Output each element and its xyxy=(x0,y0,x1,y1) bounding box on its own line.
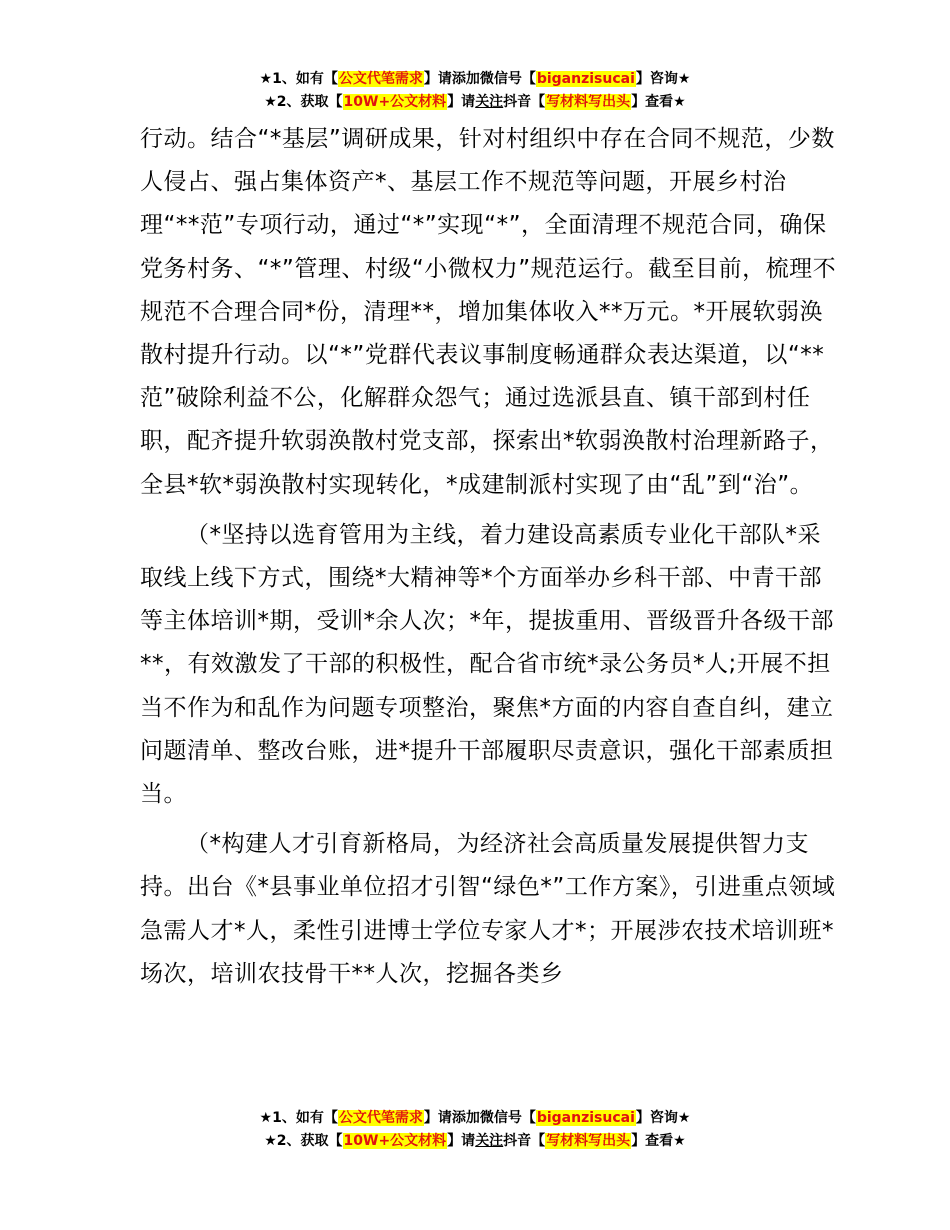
wechat-id-highlight: biganzisucai xyxy=(536,1110,635,1126)
banner-text: ★1、如有【 xyxy=(259,71,338,87)
footer-banner xyxy=(0,1107,950,1153)
banner-text: 抖音【 xyxy=(503,94,546,110)
banner-underlined: 关注 xyxy=(475,94,504,110)
banner-text: ★1、如有【 xyxy=(259,1110,338,1126)
banner-highlight: 公文代笔需求 xyxy=(338,1110,423,1126)
header-banner xyxy=(0,68,950,114)
banner-line-2 xyxy=(0,1130,950,1153)
banner-text: 】查看★ xyxy=(631,1133,686,1149)
banner-line-1 xyxy=(0,68,950,91)
banner-text: ★2、获取【 xyxy=(264,94,343,110)
banner-line-1 xyxy=(0,1107,950,1130)
paragraph: 行动。结合“*基层”调研成果，针对村组织中存在合同不规范，少数人侵占、强占集体资产*、基层工作不规范等问题，开展乡村治理“**范”专项行动，通过“*”实现“*”，全面清理不规范合同，确保党务村务、“*”管理、村级“小微权力”规范运行。截至目前，梳理不规范不合理合同*份，清理**，增加集体收入**万元。*开展软弱涣散村提升行动。以“*”党群代表议事制度畅通群众表达渠道，以“**范”破除利益不公，化解群众怨气；通过选派县直、镇干部到村任职，配齐提升软弱涣散村党支部，探索出*软弱涣散村治理新路子，全县*软*弱涣散村实现转化，*成建制派村实现了由“乱”到“治”。 xyxy=(140,126,837,498)
banner-highlight: 公文代笔需求 xyxy=(338,71,423,87)
banner-highlight: 10W+公文材料 xyxy=(343,94,447,110)
banner-text: 】咨询★ xyxy=(635,71,691,87)
banner-text: ★2、获取【 xyxy=(264,1133,343,1149)
banner-highlight: 10W+公文材料 xyxy=(343,1133,447,1149)
banner-text: 】咨询★ xyxy=(635,1110,691,1126)
banner-line-2 xyxy=(0,91,950,114)
wechat-id-highlight: biganzisucai xyxy=(536,71,635,87)
banner-text: 】查看★ xyxy=(631,94,686,110)
banner-text: 抖音【 xyxy=(503,1133,546,1149)
document-body xyxy=(140,118,840,996)
paragraph: （*构建人才引育新格局，为经济社会高质量发展提供智力支持。出台《*县事业单位招才引智“绿色*”工作方案》，引进重点领域急需人才*人，柔性引进博士学位专家人才*；开展涉农技术培训班*场次，培训农技骨干**人次，挖掘各类乡 xyxy=(140,831,836,987)
paragraph: （*坚持以选育管用为主线，着力建设高素质专业化干部队*采取线上线下方式，围绕*大精神等*个方面举办乡科干部、中青干部等主体培训*期，受训*余人次；*年，提拔重用、晋级晋升各级干部**，有效激发了干部的积极性，配合省市统*录公务员*人;开展不担当不作为和乱作为问题专项整治，聚焦*方面的内容自查自纠，建立问题清单、整改台账，进*提升干部履职尽责意识，强化干部素质担当。 xyxy=(140,521,834,808)
banner-text: 】请添加微信号【 xyxy=(423,1110,536,1126)
banner-text: 】请 xyxy=(447,94,476,110)
banner-text: 】请添加微信号【 xyxy=(423,71,536,87)
douyin-id-highlight: 写材料写出头 xyxy=(546,1133,631,1149)
banner-underlined: 关注 xyxy=(475,1133,504,1149)
douyin-id-highlight: 写材料写出头 xyxy=(546,94,631,110)
banner-text: 】请 xyxy=(447,1133,476,1149)
